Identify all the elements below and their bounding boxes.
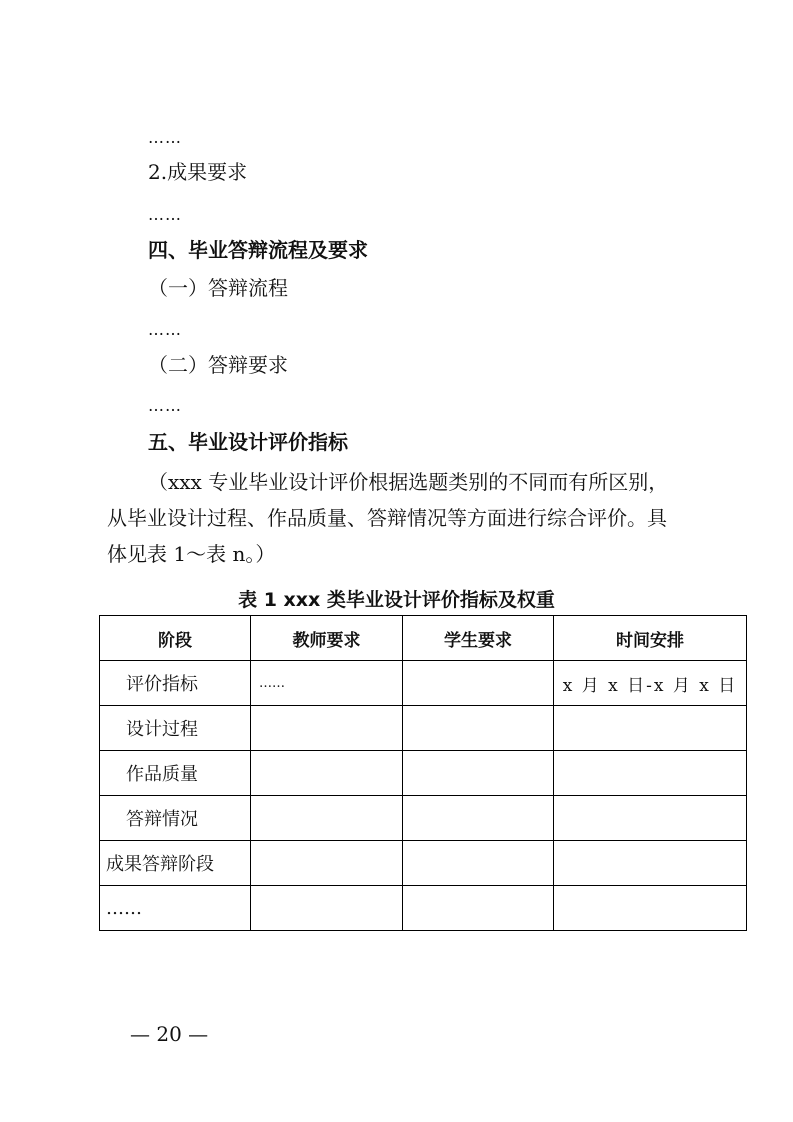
ellipsis-line: …… (148, 205, 182, 224)
table-cell (251, 706, 403, 751)
table-cell: 成果答辩阶段 (100, 841, 251, 886)
paragraph-line: 体见表 1～表 n。） (107, 542, 276, 566)
evaluation-paragraph (107, 464, 707, 572)
column-header: 教师要求 (251, 616, 403, 661)
table-cell (554, 751, 747, 796)
ellipsis-line: …… (148, 128, 182, 147)
ellipsis-line: …… (148, 320, 182, 339)
table-caption: 表 1 xxx 类毕业设计评价指标及权重 (238, 589, 555, 611)
table-cell (403, 886, 554, 931)
column-header: 阶段 (100, 616, 251, 661)
table-cell: 评价指标 (100, 661, 251, 706)
table-cell: 作品质量 (100, 751, 251, 796)
table-cell: 设计过程 (100, 706, 251, 751)
table-header-row (100, 616, 747, 661)
column-header: 学生要求 (403, 616, 554, 661)
paragraph-line: 从毕业设计过程、作品质量、答辩情况等方面进行综合评价。具 (107, 506, 667, 530)
table-cell: 答辩情况 (100, 796, 251, 841)
evaluation-table (99, 615, 747, 931)
page-number: — 20 — (130, 1022, 209, 1046)
table-cell (251, 796, 403, 841)
table-cell (403, 796, 554, 841)
table-row (100, 751, 747, 796)
table-cell (251, 841, 403, 886)
table-cell (554, 841, 747, 886)
subsection-defense-process: （一）答辩流程 (148, 276, 288, 300)
table-cell (403, 841, 554, 886)
subsection-result-requirements: 2.成果要求 (148, 160, 248, 184)
table-cell (403, 661, 554, 706)
table-row (100, 796, 747, 841)
table-cell: x 月 x 日-x 月 x 日 (554, 661, 747, 706)
column-header: 时间安排 (554, 616, 747, 661)
section-heading-evaluation: 五、毕业设计评价指标 (148, 430, 348, 454)
table-row (100, 661, 747, 706)
table-row (100, 841, 747, 886)
table-cell: …… (251, 661, 403, 706)
table-cell (251, 751, 403, 796)
subsection-defense-requirements: （二）答辩要求 (148, 353, 288, 377)
section-heading-defense: 四、毕业答辩流程及要求 (148, 238, 368, 262)
table-row (100, 886, 747, 931)
table-cell (554, 796, 747, 841)
table-row (100, 706, 747, 751)
table-cell (554, 706, 747, 751)
table-cell (403, 706, 554, 751)
table-cell (251, 886, 403, 931)
paragraph-line: （xxx 专业毕业设计评价根据选题类别的不同而有所区别， (148, 470, 669, 494)
table-cell (403, 751, 554, 796)
table-cell: …… (100, 886, 251, 931)
ellipsis-line: …… (148, 396, 182, 415)
table-cell (554, 886, 747, 931)
